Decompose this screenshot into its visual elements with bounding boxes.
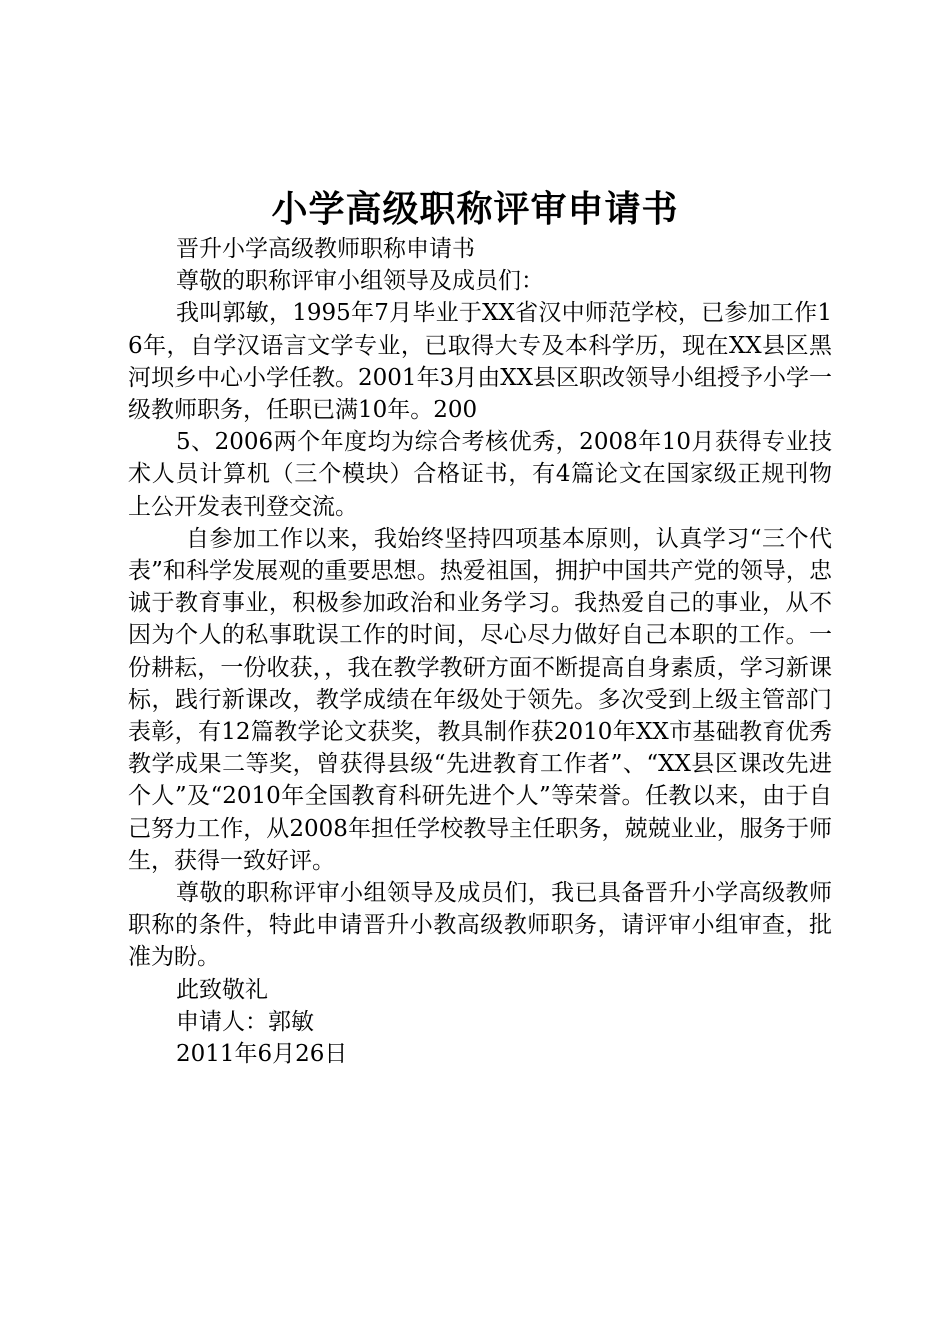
salutation-paragraph: 尊敬的职称评审小组领导及成员们：: [176, 268, 544, 295]
introduction-paragraph: 我叫郭敏，1995年7月毕业于XX省汉中师范学校，已参加工作16年，自学汉语言文学专业，已取得大专及本科学历，现在XX县区黑河坝乡中心小学任教。2001年3月由XX县区职改领导小组授予小学一级教师职务，任职已满10年。200: [128, 300, 832, 424]
document-body: [128, 233, 832, 1070]
closing-paragraph: 此致敬礼: [176, 976, 268, 1003]
achievements-paragraph: 5、2006两个年度均为综合考核优秀，2008年10月获得专业技术人员计算机（三个模块）合格证书，有4篇论文在国家级正规刊物上公开发表刊登交流。: [128, 429, 832, 520]
request-paragraph: 尊敬的职称评审小组领导及成员们，我已具备晋升小学高级教师职称的条件，特此申请晋升小教高级教师职务，请评审小组审查，批准为盼。: [128, 880, 832, 971]
applicant-line: 申请人：郭敏: [176, 1008, 314, 1035]
date-line: 2011年6月26日: [176, 1041, 348, 1068]
work-performance-paragraph: 自参加工作以来，我始终坚持四项基本原则，认真学习“三个代表”和科学发展观的重要思想。热爱祖国，拥护中国共产党的领导，忠诚于教育事业，积极参加政治和业务学习。我热爱自己的事业，从不因为个人的私事耽误工作的时间，尽心尽力做好自己本职的工作。一份耕耘，一份收获，，我在教学教研方面不断提高自身素质，学习新课标，践行新课改，教学成绩在年级处于领先。多次受到上级主管部门表彰，有12篇教学论文获奖，教具制作获2010年XX市基础教育优秀教学成果二等奖，曾获得县级“先进教育工作者”、“XX县区课改先进个人”及“2010年全国教育科研先进个人”等荣誉。任教以来，由于自己努力工作，从2008年担任学校教导主任职务，兢兢业业，服务于师生，获得一致好评。: [128, 525, 832, 874]
subtitle-paragraph: 晋升小学高级教师职称申请书: [176, 236, 475, 262]
document-title: 小学高级职称评审申请书: [271, 188, 679, 230]
